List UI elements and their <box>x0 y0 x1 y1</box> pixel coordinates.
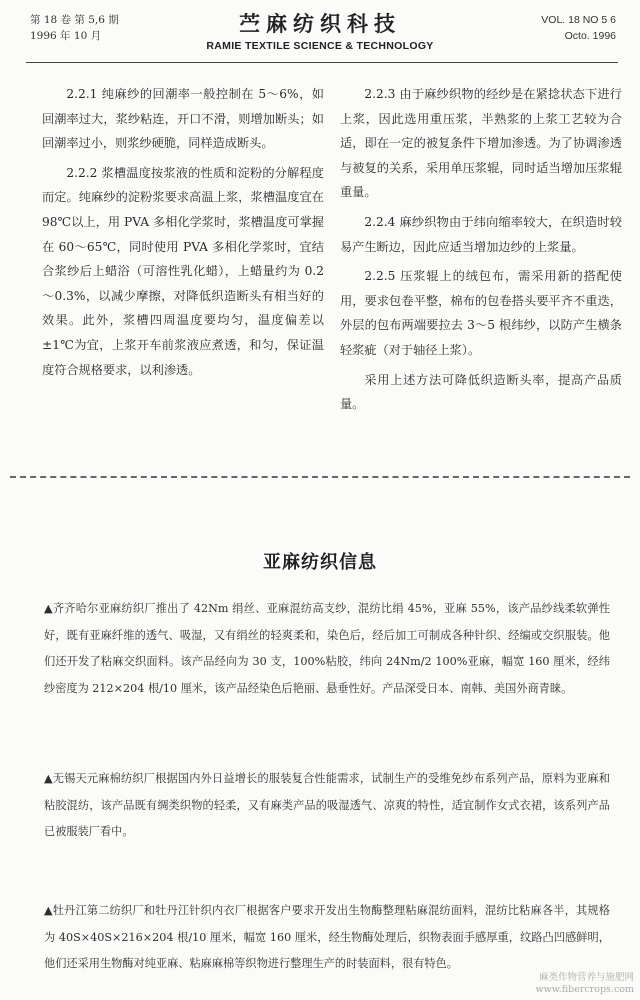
article-right-column <box>340 82 622 422</box>
news-item-text: ▲齐齐哈尔亚麻纺织厂推出了 42Nm 绢丝、亚麻混纺高支纱，混纺比绢 45%，亚麻 55%，该产品纱线柔软弹性好，既有亚麻纤维的透气、吸湿，又有绢丝的轻爽柔和，染色后，经后加工可制成各种针织、经编或交织服装。他们还开发了粘麻交织面料。该产品经向为 30 支，100%粘胶，纬向 24Nm/2 100%亚麻，幅宽 160 厘米，经纬纱密度为 212×204 根/10 厘米，该产品经染色后艳丽、悬垂性好。产品深受日本、南韩、美国外商青睐。 <box>44 602 610 695</box>
paragraph-2-2-2: 2.2.2 浆槽温度按浆液的性质和淀粉的分解程度而定。纯麻纱的淀粉浆要求高温上浆，浆槽温度宜在 98℃以上，用 PVA 多相化学浆时，浆槽温度可掌握在 60～65℃，同时使用 PVA 多相化学浆时，宜结合浆纱后上蜡浴（可溶性乳化蜡），上蜡量约为 0.2～0.3%，以减少摩擦，对降低织造断头有相当好的效果。此外，浆槽四周温度要均匀，温度偏差以±1℃为宜，上浆开车前浆液应煮透，和匀，保证温度符合规格要求，以利渗透。 <box>42 165 324 377</box>
news-item <box>44 898 610 978</box>
header-rule <box>26 62 618 63</box>
news-item-text: ▲无锡天元麻棉纺织厂根据国内外日益增长的服装复合性能需求，试制生产的受维免纱布系列产品，原料为亚麻和粘胶混纺，该产品既有绸类织物的轻柔，又有麻类产品的吸湿透气、凉爽的特性，适宜制作女式衣裙，该系列产品已被服装厂看中。 <box>44 772 610 838</box>
watermark-url: www.fibercrops.com <box>535 984 634 995</box>
news-item <box>44 766 610 846</box>
paragraph-2-2-1: 2.2.1 纯麻纱的回潮率一般控制在 5～6%，如回潮率过大，浆纱粘连，开口不滑，则增加断头；如回潮率过小，则浆纱硬脆，同样造成断头。 <box>42 87 324 151</box>
paragraph-2-2-3: 2.2.3 由于麻纱织物的经纱是在紧捻状态下进行上浆，因此选用重压浆，半熟浆的上浆工艺较为合适，即在一定的被复条件下增加渗透。为了协调渗透与被复的关系，采用单压浆辊，同时适当增加压浆辊重量。 <box>340 87 622 200</box>
paragraph-2-2-4: 2.2.4 麻纱织物由于纬向缩率较大，在织造时较易产生断边，因此应适当增加边纱的上浆量。 <box>340 214 622 254</box>
publication-date: 1996 年 10 月 <box>30 30 102 42</box>
paragraph-2-2-5: 2.2.5 压浆辊上的绒包布，需采用新的搭配使用，要求包卷平整，棉布的包卷搭头要平齐不重迭，外层的包布两端要拉去 3～5 根纬纱，以防产生横条轻浆疵（对于轴径上浆）。 <box>340 269 622 357</box>
journal-volume-info <box>541 12 616 44</box>
volume-issue: 第 18 卷 第 5,6 期 <box>30 14 119 26</box>
publication-month: Octo. 1996 <box>564 30 616 42</box>
journal-subtitle: RAMIE TEXTILE SCIENCE & TECHNOLOGY <box>206 40 434 52</box>
journal-title: 苎麻纺织科技 <box>239 11 401 36</box>
news-section-title: 亚麻纺织信息 <box>263 552 377 573</box>
news-item-text: ▲牡丹江第二纺织厂和牡丹江针织内衣厂根据客户要求开发出生物酶整理粘麻混纺面料，混纺比粘麻各半，其规格为 40S×40S×216×204 根/10 厘米，幅宽 160 厘米，经生物酶处理后，织物表面手感厚重，纹路凸凹感鲜明，他们还采用生物酶对纯亚麻、粘麻麻棉等织物进行整理生产的时装面料，很有特色。 <box>44 904 610 970</box>
news-item <box>44 596 610 702</box>
volume-number: VOL. 18 NO 5 6 <box>541 14 616 26</box>
watermark-site-name: 麻类作物营养与施肥网 <box>538 972 634 983</box>
article-left-column <box>42 82 324 387</box>
section-divider <box>10 476 630 478</box>
paragraph-conclusion: 采用上述方法可降低织造断头率，提高产品质量。 <box>340 372 622 412</box>
site-watermark <box>536 972 634 996</box>
